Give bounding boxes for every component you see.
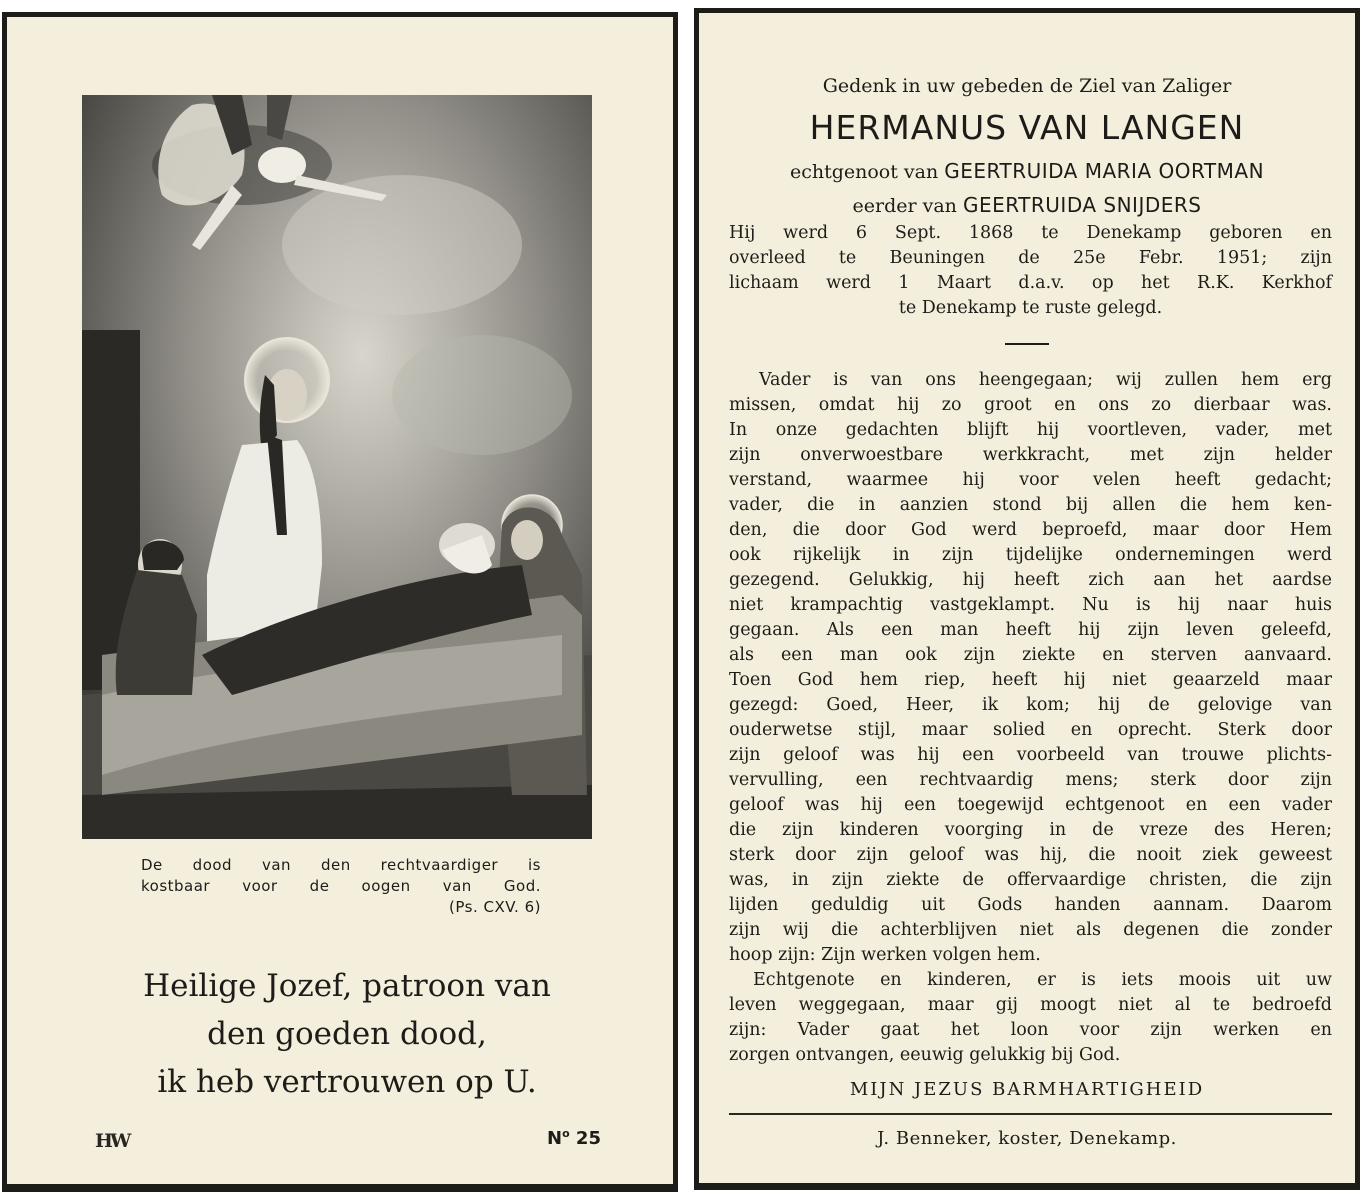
number-prefix: N xyxy=(547,1128,563,1149)
text-line: Echtgenote en kinderen, er is iets moois uit uw xyxy=(753,970,1332,990)
spouse-name: GEERTRUIDA MARIA OORTMAN xyxy=(944,159,1265,183)
biography xyxy=(729,221,1332,321)
text-line: ook rijkelijk in zijn tijdelijke ondernemingen werd xyxy=(729,545,1332,565)
bio-line: Hij werd 6 Sept. 1868 te Denekamp geboren en xyxy=(729,223,1332,243)
text-line: niet krampachtig vastgeklampt. Nu is hij naar huis xyxy=(729,595,1332,615)
spouse-prefix: echtgenoot van xyxy=(789,161,939,183)
text-line: zijn geloof was hij een voorbeeld van trouwe plichts- xyxy=(729,745,1332,765)
text-line: zijn wij die achterblijven niet als degenen die zonder xyxy=(729,920,1332,940)
caption-line-2: kostbaar voor de oogen van God. xyxy=(141,877,541,895)
text-line: den, die door God werd beproefd, maar door Hem xyxy=(729,520,1332,540)
caption-line-1: De dood van den rechtvaardiger is xyxy=(141,856,541,874)
right-card xyxy=(694,8,1360,1190)
text-line: leven weggegaan, maar gij moogt niet al te bedroefd xyxy=(729,995,1332,1015)
spouse-line xyxy=(699,159,1355,183)
text-line: vervulling, een rechtvaardig mens; sterk door zijn xyxy=(729,770,1332,790)
text-line: gezegd: Goed, Heer, ik kom; hij de gelovige van xyxy=(729,695,1332,715)
prayer-line-2: den goeden dood, xyxy=(207,1016,487,1052)
text-line: zorgen ontvangen, eeuwig gelukkig bij God. xyxy=(729,1045,1121,1065)
text-line: verstand, waarmee hij voor velen heeft gedacht; xyxy=(729,470,1332,490)
deceased-name: HERMANUS VAN LANGEN xyxy=(809,108,1245,147)
bio-line: lichaam werd 1 Maart d.a.v. op het R.K. Kerkhof xyxy=(729,273,1332,293)
text-line: gegaan. Als een man heeft hij zijn leven geleefd, xyxy=(729,620,1332,640)
footer-rule xyxy=(729,1113,1332,1115)
left-card xyxy=(2,12,678,1192)
image-caption xyxy=(141,855,541,918)
earlier-spouse-line xyxy=(699,193,1355,217)
text-line: vader, die in aanzien stond bij allen die hem ken- xyxy=(729,495,1332,515)
printer-credit: J. Benneker, koster, Denekamp. xyxy=(877,1128,1177,1149)
text-line: Vader is van ons heengegaan; wij zullen hem erg xyxy=(759,370,1332,390)
text-line: ouderwetse stijl, maar solied en oprecht. Sterk door xyxy=(729,720,1332,740)
number-value: 25 xyxy=(575,1128,601,1149)
bio-line: te Denekamp te ruste gelegd. xyxy=(898,298,1163,318)
death-of-saint-joseph-illustration xyxy=(82,95,592,839)
text-line: was, in zijn ziekte de offervaardige christen, die zijn xyxy=(729,870,1332,890)
text-line: hoop zijn: Zijn werken volgen hem. xyxy=(729,945,1041,965)
intro-line: Gedenk in uw gebeden de Ziel van Zaliger xyxy=(822,75,1232,97)
motto: MIJN JEZUS BARMHARTIGHEID xyxy=(849,1079,1205,1100)
caption-reference: (Ps. CXV. 6) xyxy=(449,898,541,916)
prayer-line-1: Heilige Jozef, patroon van xyxy=(143,968,551,1004)
divider-dash xyxy=(1005,343,1049,345)
text-line: Toen God hem riep, heeft hij niet geaarzeld maar xyxy=(729,670,1332,690)
text-line: lijden geduldig uit Gods handen aannam. Daarom xyxy=(729,895,1332,915)
bio-line: overleed te Beuningen de 25e Febr. 1951; zijn xyxy=(729,248,1332,268)
prayer xyxy=(87,962,607,1106)
publisher-mark: HW xyxy=(95,1130,129,1152)
memorial-text xyxy=(729,368,1332,1068)
text-line: geloof was hij een toegewijd echtgenoot en een vader xyxy=(729,795,1332,815)
text-line: In onze gedachten blijft hij voortleven, vader, met xyxy=(729,420,1332,440)
text-line: missen, omdat hij zo groot en ons zo dierbaar was. xyxy=(729,395,1332,415)
text-line: als een man ook zijn ziekte en sterven aanvaard. xyxy=(729,645,1332,665)
number-sup: o xyxy=(562,1127,570,1140)
text-line: zijn onverwoestbare werkkracht, met zijn helder xyxy=(729,445,1332,465)
text-line: sterk door zijn geloof was hij, die nooit ziek geweest xyxy=(729,845,1332,865)
text-line: zijn: Vader gaat het loon voor zijn werken en xyxy=(729,1020,1332,1040)
text-line: die zijn kinderen voorging in de vreze des Heren; xyxy=(729,820,1332,840)
earlier-prefix: eerder van xyxy=(852,195,957,217)
card-number xyxy=(547,1127,601,1149)
prayer-line-3: ik heb vertrouwen op U. xyxy=(157,1064,537,1100)
text-line: gezegend. Gelukkig, hij heeft zich aan het aardse xyxy=(729,570,1332,590)
earlier-spouse-name: GEERTRUIDA SNIJDERS xyxy=(962,193,1202,217)
